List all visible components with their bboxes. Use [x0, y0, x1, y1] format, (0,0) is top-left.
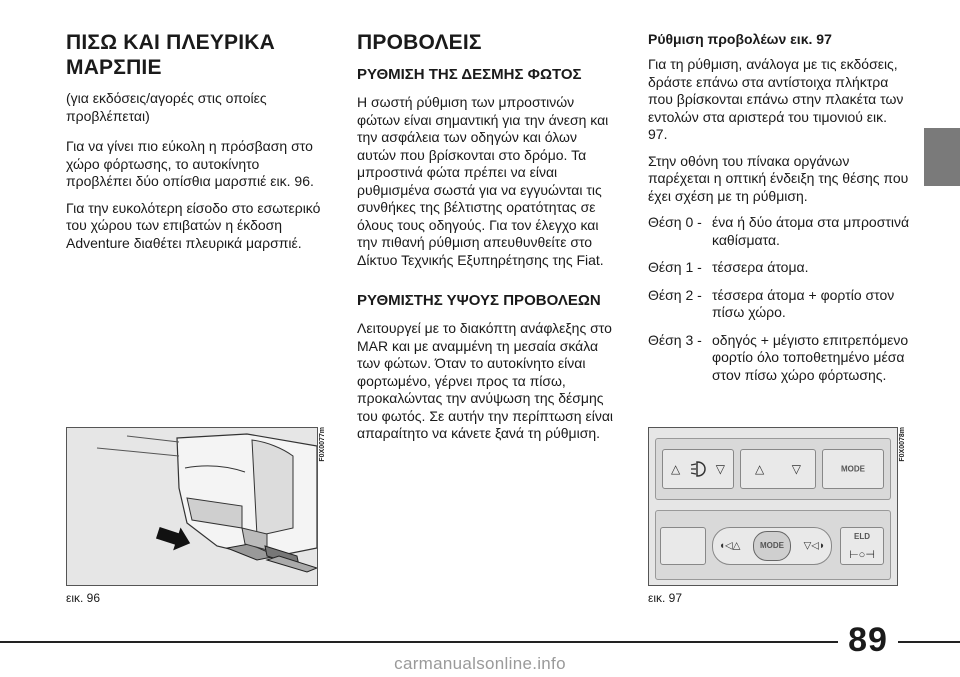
upper-control-panel: [655, 438, 891, 500]
figure-rear-steps: [66, 427, 318, 586]
heading-beam-adjustment: ΡΥΘΜΙΣΗ ΤΗΣ ΔΕΣΜΗΣ ΦΩΤΟΣ: [357, 66, 582, 83]
paragraph-display-indication: Στην οθόνη του πίνακα οργάνων παρέχεται η οπτική ένδειξη της θέσης που έχει σχέση με τη ρύθμιση.: [648, 152, 909, 204]
position-item: Θέση 0 - ένα ή δύο άτομα στα μπροστινά καθίσματα.: [648, 214, 910, 248]
page-number: 89: [838, 620, 898, 660]
availability-note: (για εκδόσεις/αγορές στις οποίες προβλέπεται): [66, 90, 267, 124]
arrow-down-icon: ▽: [791, 462, 801, 476]
footer-rule: [0, 641, 960, 643]
section-thumb-tab: [924, 128, 960, 186]
rear-steps-illustration: [67, 428, 317, 585]
paragraph-rear-steps: Για να γίνει πιο εύκολη η πρόσβαση στο χώρο φόρτωσης, το αυτοκίνητο προβλέπει δύο οπίσθια μαρσπιέ εικ. 96.: [66, 138, 314, 189]
blank-adjust-button[interactable]: [740, 449, 816, 489]
figure-caption-97: εικ. 97: [648, 591, 683, 605]
paragraph-height-adjuster: Λειτουργεί με το διακόπτη ανάφλεξης στο MAR και με αναμμένη τη μεσαία σκάλα των φώτων. Όταν το αυτοκίνητο είναι φορτωμένο, γέρνει προς τα πίσω, προκαλώντας την ανύψωση της δέσμης του φωτός. Σε αυτήν την περίπτωση είναι απαραίτητο να κάνετε ξανά τη ρύθμιση.: [357, 320, 614, 441]
heading-height-adjuster: ΡΥΘΜΙΣΤΗΣ ΥΨΟΥΣ ΠΡΟΒΟΛΕΩΝ: [357, 292, 601, 309]
paragraph-beam-adjustment: Η σωστή ρύθμιση των μπροστινών φώτων είναι σημαντική για την άνεση και την ασφάλεια των οδηγών και όλων αυτών που βρίσκονται στο δρόμο. Τα μπροστινά φώτα πρέπει να είναι ρυθμισμένα σωστά για να εγγυώνται τις συνθήκες της βέλτιστης ορατότητας σε όλους τους οδηγούς. Για τον έλεγχο και την πιθανή ρύθμιση απευθυνθείτε στο Δίκτυο Τεχνικής Εξυπηρέτησης της Fiat.: [357, 94, 609, 268]
headlight-up-icon: ▽◁◗: [803, 540, 825, 552]
paragraph-adjust-buttons: Για τη ρύθμιση, ανάλογα με τις εκδόσεις, δράστε επάνω στα αντίστοιχα πλήκτρα που βρίσκονται επάνω στην πλακέτα των εντολών στα αριστερά του τιμονιού εικ. 97.: [648, 56, 904, 142]
arrow-up-icon: △: [755, 462, 765, 476]
position-item: Θέση 2 - τέσσερα άτομα + φορτίο στον πίσω χώρο.: [648, 286, 895, 320]
headlight-icon: [689, 460, 709, 478]
figure-code-97: F0X0078m: [899, 427, 906, 462]
lower-control-panel: [655, 510, 891, 580]
figure-code-96: F0X0077m: [319, 427, 326, 462]
paragraph-side-steps: Για την ευκολότερη είσοδο στο εσωτερικό του χώρου των επιβατών η έκδοση Adventure διαθέτει πλευρικά μαρσπιέ.: [66, 199, 321, 251]
position-item: Θέση 1 - τέσσερα άτομα.: [648, 259, 809, 275]
mode-center-label: MODE: [753, 531, 791, 561]
eld-label: ELD: [854, 532, 870, 541]
watermark-text: carmanualsonline.info: [394, 654, 566, 673]
heading-headlight-adjust: Ρύθμιση προβολέων εικ. 97: [648, 31, 832, 47]
column-middle: [357, 30, 619, 452]
figure-caption-96: εικ. 96: [66, 591, 101, 605]
blank-button[interactable]: [660, 527, 706, 565]
column-right: [648, 30, 910, 394]
section-title-steps: ΠΙΣΩ ΚΑΙ ΠΛΕΥΡΙΚΑ ΜΑΡΣΠΙΕ: [66, 31, 276, 79]
mode-button[interactable]: [822, 449, 884, 489]
differential-lock-icon: ⊢○⊣: [849, 549, 875, 561]
eld-button[interactable]: [840, 527, 884, 565]
headlight-adjust-button[interactable]: [662, 449, 734, 489]
mode-label: MODE: [841, 464, 865, 474]
figure-control-panel: [648, 427, 898, 586]
arrow-down-icon: ▽: [715, 462, 725, 476]
column-left: [66, 30, 324, 261]
headlight-down-icon: ◖◁△: [719, 540, 741, 552]
arrow-up-icon: △: [671, 462, 681, 476]
section-title-headlights: ΠΡΟΒΟΛΕΙΣ: [357, 31, 482, 54]
position-item: Θέση 3 - οδηγός + μέγιστο επιτρεπόμενο φορτίο όλο τοποθετημένο μέσα στον πίσω χώρο φόρτωσης.: [648, 331, 909, 383]
rocker-switch[interactable]: [712, 527, 832, 565]
